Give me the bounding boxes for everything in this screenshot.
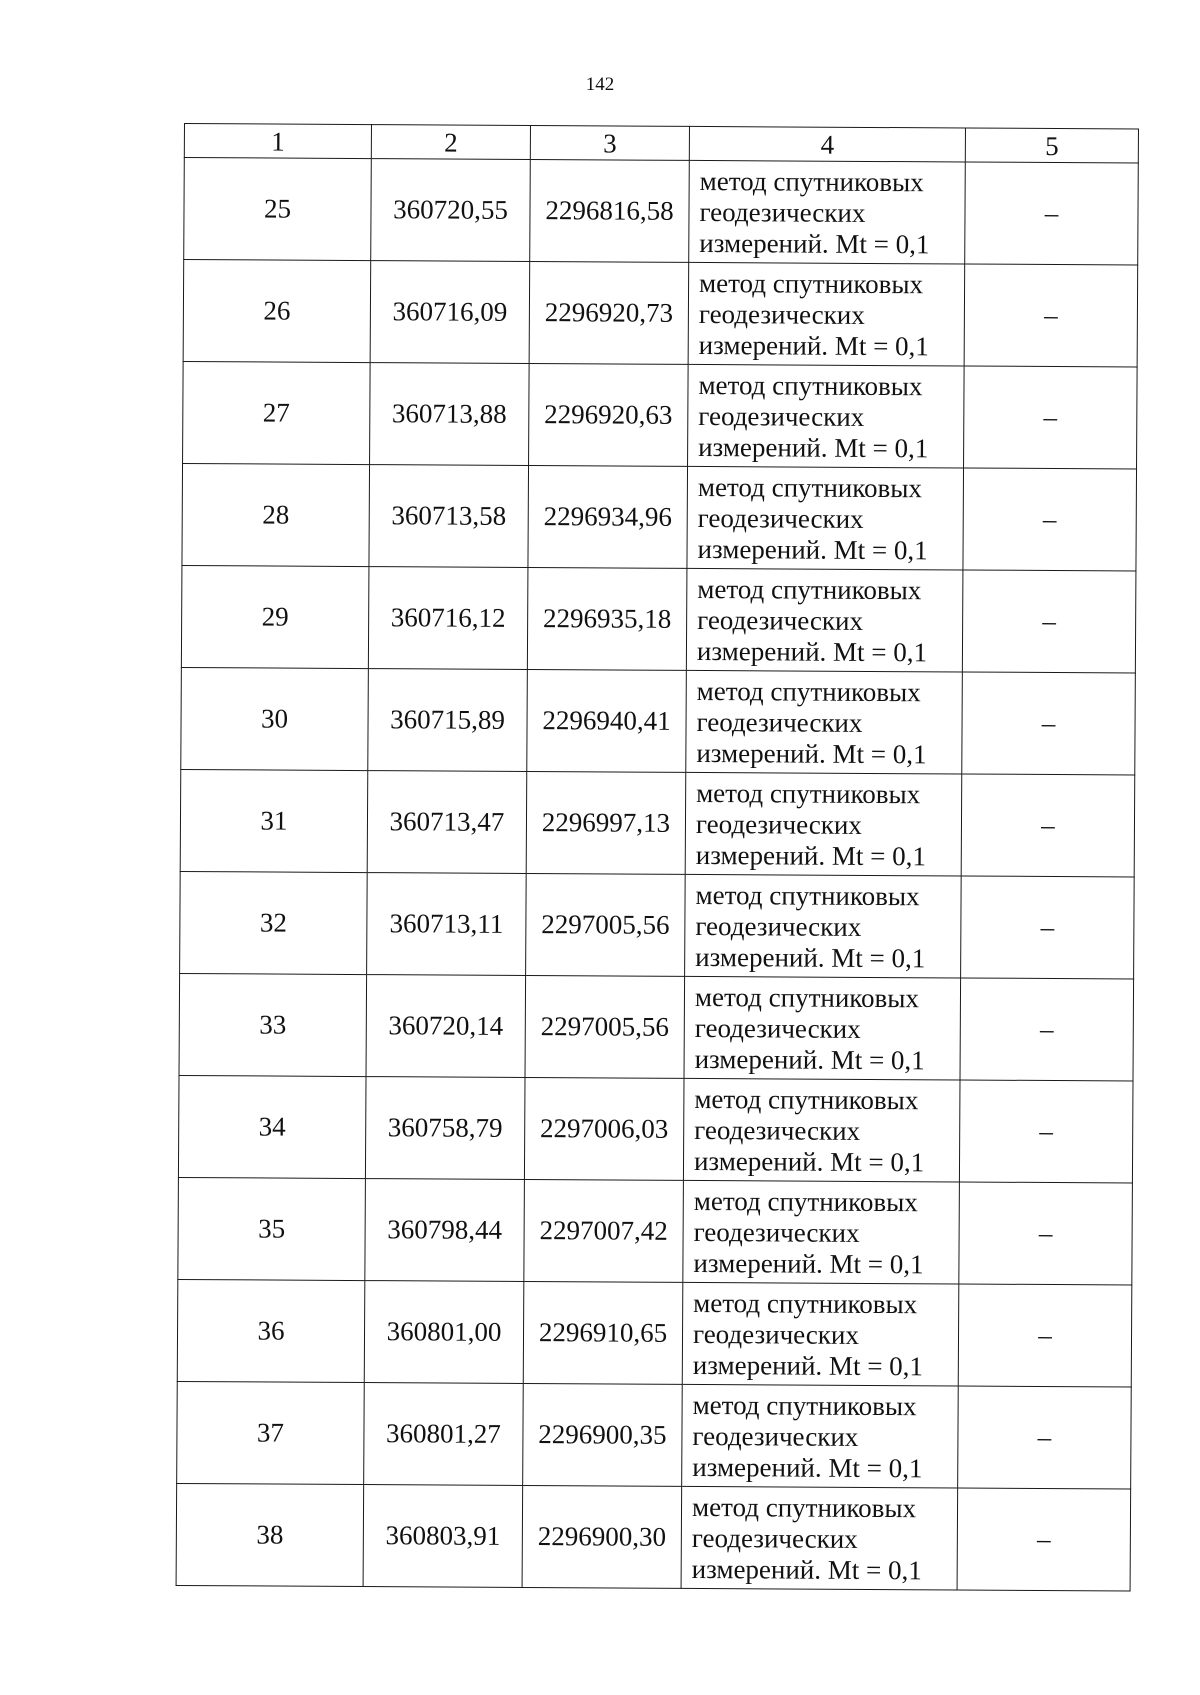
method-line: измерений. Mt = 0,1 <box>692 1451 923 1484</box>
note-cell: – <box>960 978 1134 1081</box>
table-row <box>180 871 1135 978</box>
point-number-cell: 29 <box>181 565 369 668</box>
table-row <box>177 1279 1132 1386</box>
method-line: геодезических <box>694 1114 861 1146</box>
method-line: измерений. Mt = 0,1 <box>694 1043 925 1076</box>
x-coordinate-cell: 360716,09 <box>370 261 530 364</box>
method-line: геодезических <box>692 1420 859 1452</box>
method-line: измерений. Mt = 0,1 <box>693 1145 925 1178</box>
column-header-1: 1 <box>184 124 371 159</box>
table-row <box>181 667 1136 774</box>
header-row <box>184 124 1138 163</box>
table-row <box>180 769 1135 876</box>
note-cell: – <box>964 366 1138 469</box>
method-line: геодезических <box>693 1216 860 1248</box>
y-coordinate-cell: 2297007,42 <box>524 1179 684 1282</box>
table-row <box>183 260 1138 367</box>
method-line: метод спутниковых <box>696 777 921 810</box>
point-number-cell: 34 <box>178 1075 366 1178</box>
x-coordinate-cell: 360801,00 <box>364 1281 524 1384</box>
x-coordinate-cell: 360715,89 <box>368 669 528 772</box>
method-cell <box>689 160 966 264</box>
method-line: метод спутниковых <box>696 675 921 708</box>
method-cell <box>687 466 964 570</box>
x-coordinate-cell: 360801,27 <box>364 1383 524 1486</box>
note-cell: – <box>964 264 1138 367</box>
method-line: измерений. Mt = 0,1 <box>698 431 929 464</box>
column-header-2: 2 <box>371 125 530 160</box>
method-cell <box>688 364 965 468</box>
method-line: геодезических <box>692 1318 860 1350</box>
table-row <box>183 361 1138 468</box>
y-coordinate-cell: 2296935,18 <box>527 567 687 670</box>
method-line: измерений. Mt = 0,1 <box>696 635 928 668</box>
y-coordinate-cell: 2297005,56 <box>525 975 685 1078</box>
point-number-cell: 38 <box>176 1483 364 1586</box>
method-line: измерений. Mt = 0,1 <box>695 839 927 872</box>
method-line: геодезических <box>691 1522 858 1554</box>
method-cell <box>683 1180 960 1284</box>
method-line: метод спутниковых <box>691 1491 917 1524</box>
method-line: измерений. Mt = 0,1 <box>692 1349 924 1382</box>
note-cell: – <box>963 468 1137 571</box>
y-coordinate-cell: 2296940,41 <box>527 669 687 772</box>
table-row <box>176 1483 1131 1590</box>
y-coordinate-cell: 2296997,13 <box>526 771 686 874</box>
note-cell: – <box>961 876 1135 979</box>
method-line: измерений. Mt = 0,1 <box>697 533 928 566</box>
method-line: метод спутниковых <box>693 1287 918 1320</box>
y-coordinate-cell: 2296900,35 <box>523 1383 683 1486</box>
y-coordinate-cell: 2297006,03 <box>524 1077 684 1180</box>
point-number-cell: 25 <box>184 158 372 261</box>
method-line: метод спутниковых <box>698 369 923 402</box>
y-coordinate-cell: 2296910,65 <box>523 1281 683 1384</box>
y-coordinate-cell: 2296816,58 <box>530 159 690 262</box>
x-coordinate-cell: 360758,79 <box>365 1077 525 1180</box>
method-cell <box>684 976 961 1080</box>
x-coordinate-cell: 360720,55 <box>371 159 531 262</box>
note-cell: – <box>961 774 1135 877</box>
point-number-cell: 37 <box>177 1381 365 1484</box>
method-cell <box>685 772 962 876</box>
method-cell <box>681 1486 958 1590</box>
x-coordinate-cell: 360713,88 <box>370 363 530 466</box>
method-line: измерений. Mt = 0,1 <box>696 737 927 770</box>
method-line: метод спутниковых <box>697 573 922 606</box>
table-row <box>178 1177 1133 1284</box>
note-cell: – <box>959 1182 1133 1285</box>
point-number-cell: 32 <box>180 871 368 974</box>
point-number-cell: 36 <box>177 1279 365 1382</box>
point-number-cell: 27 <box>183 361 371 464</box>
point-number-cell: 26 <box>183 260 371 363</box>
note-cell: – <box>958 1386 1132 1489</box>
method-line: метод спутниковых <box>699 267 924 300</box>
method-line: геодезических <box>699 196 866 228</box>
method-line: измерений. Mt = 0,1 <box>693 1247 924 1280</box>
page-number: 142 <box>585 74 615 95</box>
note-cell: – <box>962 672 1136 775</box>
x-coordinate-cell: 360803,91 <box>363 1485 523 1588</box>
method-line: геодезических <box>695 808 862 840</box>
x-coordinate-cell: 360716,12 <box>368 567 528 670</box>
method-cell <box>685 874 962 978</box>
method-cell <box>688 262 965 366</box>
method-line: геодезических <box>697 502 864 534</box>
y-coordinate-cell: 2296920,73 <box>529 261 689 364</box>
method-cell <box>682 1384 959 1488</box>
method-cell <box>686 670 963 774</box>
method-line: геодезических <box>695 910 862 942</box>
table-row <box>178 1075 1133 1182</box>
note-cell: – <box>957 1488 1131 1591</box>
method-line: геодезических <box>694 1012 861 1044</box>
table-row <box>184 158 1139 265</box>
point-number-cell: 35 <box>178 1177 366 1280</box>
x-coordinate-cell: 360713,47 <box>367 771 527 874</box>
y-coordinate-cell: 2296900,30 <box>522 1485 682 1588</box>
method-line: измерений. Mt = 0,1 <box>695 941 926 974</box>
x-coordinate-cell: 360713,11 <box>367 873 527 976</box>
table-body <box>176 124 1138 1591</box>
column-header-3: 3 <box>530 125 689 160</box>
note-cell: – <box>962 570 1136 673</box>
x-coordinate-cell: 360713,58 <box>369 465 529 568</box>
column-header-4: 4 <box>689 126 965 162</box>
y-coordinate-cell: 2296934,96 <box>528 465 688 568</box>
method-line: метод спутниковых <box>695 879 920 912</box>
table-row <box>181 565 1136 672</box>
note-cell: – <box>958 1284 1132 1387</box>
note-cell: – <box>959 1080 1133 1183</box>
method-line: метод спутниковых <box>694 981 920 1014</box>
y-coordinate-cell: 2297005,56 <box>526 873 686 976</box>
method-line: измерений. Mt = 0,1 <box>691 1553 922 1586</box>
method-line: метод спутниковых <box>699 165 924 198</box>
point-number-cell: 30 <box>181 667 369 770</box>
method-line: геодезических <box>698 298 865 330</box>
table-row <box>182 463 1137 570</box>
method-line: измерений. Mt = 0,1 <box>699 227 930 260</box>
y-coordinate-cell: 2296920,63 <box>529 363 689 466</box>
method-line: метод спутниковых <box>692 1389 917 1422</box>
method-cell <box>682 1282 959 1386</box>
column-header-5: 5 <box>965 128 1138 163</box>
table-row <box>177 1381 1132 1488</box>
method-cell <box>683 1078 960 1182</box>
method-line: метод спутниковых <box>694 1083 919 1116</box>
method-line: геодезических <box>696 706 863 738</box>
point-number-cell: 31 <box>180 769 368 872</box>
point-number-cell: 33 <box>179 973 367 1076</box>
method-line: геодезических <box>697 604 864 636</box>
coordinates-table <box>176 123 1139 1591</box>
note-cell: – <box>965 162 1139 265</box>
method-line: метод спутниковых <box>697 471 922 504</box>
method-line: измерений. Mt = 0,1 <box>698 329 929 362</box>
x-coordinate-cell: 360798,44 <box>365 1179 525 1282</box>
table-row <box>179 973 1134 1080</box>
point-number-cell: 28 <box>182 463 370 566</box>
method-line: метод спутниковых <box>693 1185 918 1218</box>
method-cell <box>686 568 963 672</box>
x-coordinate-cell: 360720,14 <box>366 975 526 1078</box>
method-line: геодезических <box>698 400 865 432</box>
